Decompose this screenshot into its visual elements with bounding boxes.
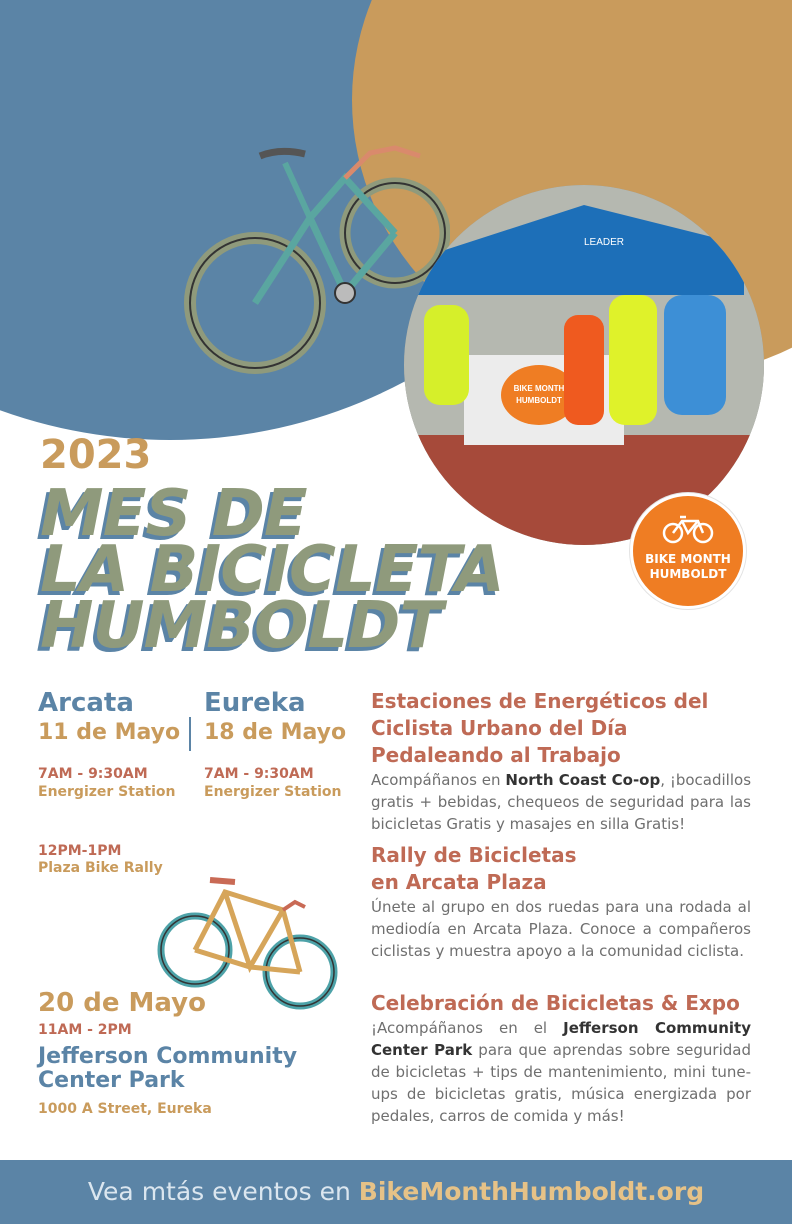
badge-line1: BIKE MONTH [645, 552, 731, 566]
eureka-date: 18 de Mayo [204, 720, 347, 745]
section2-heading-line1: Rally de Bicicletas [371, 843, 577, 867]
section1-heading-line2: Ciclista Urbano del Día [371, 716, 628, 740]
rally-event: Plaza Bike Rally [38, 860, 163, 876]
title-line3: HUMBOLDT [40, 589, 442, 663]
section1-body: Acompáñanos en North Coast Co-op, ¡bocadillos gratis + bebidas, chequeos de seguridad para las bicicletas Gratis y masajes en silla Gratis! [371, 771, 752, 833]
arcata-date: 11 de Mayo [38, 720, 181, 745]
section1-heading-line3: Pedaleando al Trabajo [371, 743, 621, 767]
footer-link[interactable]: BikeMonthHumboldt.org [358, 1177, 705, 1206]
expo-venue-line1: Jefferson Community [38, 1044, 298, 1069]
section3-body: ¡Acompáñanos en el Jefferson Community Center Park para que aprendas sobre seguridad de bicicletas + tips de mantenimiento, mini tune-ups de bicicletas gratis, música energizada por pedales, carros de comida y más! [371, 1019, 751, 1125]
eureka-city: Eureka [204, 688, 306, 718]
divider [189, 717, 191, 751]
section1-heading-line1: Estaciones de Energéticos del [371, 689, 709, 713]
banner-line2: HUMBOLDT [516, 396, 562, 405]
footer-text [0, 1177, 792, 1206]
bicycle-icon [662, 514, 714, 544]
arcata-city: Arcata [38, 688, 134, 718]
photo-placeholder [404, 185, 764, 545]
section2-body: Únete al grupo en dos ruedas para una rodada al mediodía en Arcata Plaza. Conoce a compañeros ciclistas y muestra apoyo a la comunidad ciclista. [371, 898, 751, 960]
expo-time: 11AM - 2PM [38, 1022, 132, 1038]
rally-time: 12PM-1PM [38, 843, 122, 859]
expo-venue-line2: Center Park [38, 1068, 185, 1093]
arcata-time: 7AM - 9:30AM [38, 766, 148, 782]
section2-heading-line2: en Arcata Plaza [371, 870, 547, 894]
eureka-event: Energizer Station [204, 784, 342, 800]
year: 2023 [40, 432, 152, 478]
footer-prefix: Vea mtás eventos en [87, 1177, 359, 1206]
badge-line2: HUMBOLDT [649, 567, 727, 581]
banner-line1: BIKE MONTH [513, 384, 565, 393]
section1-highlight: North Coast Co-op [505, 771, 661, 789]
tent-label: LEADER [584, 237, 625, 248]
section3-heading: Celebración de Bicicletas & Expo [371, 991, 740, 1015]
expo-date: 20 de Mayo [38, 988, 206, 1018]
title-line2: LA BICICLETA [40, 533, 504, 607]
section3-highlight: Jefferson Community Center Park [371, 1019, 751, 1059]
expo-address: 1000 A Street, Eureka [38, 1101, 212, 1117]
bike-month-badge [630, 493, 746, 609]
arcata-event: Energizer Station [38, 784, 176, 800]
title-line1: MES DE [40, 477, 307, 551]
eureka-time: 7AM - 9:30AM [204, 766, 314, 782]
